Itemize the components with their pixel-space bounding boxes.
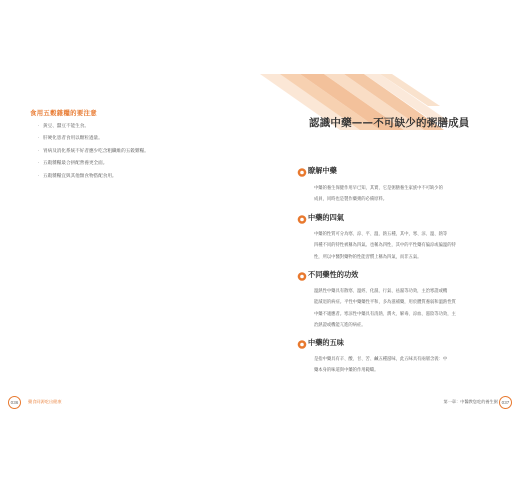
body-line: 四種不同的特性被稱為四氣。也稱為四性，其中的平性藥有偏涼或偏溫的特 xyxy=(314,243,456,249)
bullet-icon: · xyxy=(38,136,40,142)
brush-mark-icon xyxy=(297,271,308,282)
body-line: 性，所以中醫對藥物的性能習慣上稱為四氣，而非五氣。 xyxy=(314,254,422,260)
notes-title: 食用五穀雜糧的要注意 xyxy=(30,109,97,117)
section-body xyxy=(314,229,494,263)
note-text: 肝硬化患者食用以顆粒過量。 xyxy=(43,136,103,142)
body-line: 能減退的病症。平性中藥藥性平和，多為滋補藥，用於體質養弱和溫熱性質 xyxy=(314,300,456,306)
brush-mark-icon xyxy=(297,214,308,225)
running-footer-left: 藥食同源吃出健康 xyxy=(28,399,62,404)
note-text: 黃豆、蠶豆不能生食。 xyxy=(43,124,89,129)
body-line: 中藥的性質可分為寒、涼、平、溫、熱五種，其中，寒、涼、溫、熱等 xyxy=(314,232,448,237)
body-line: 藥本身的味道與中藥的作用範疇。 xyxy=(314,368,379,374)
body-line: 中藥不適應者。寒涼性中藥具有清熱、潤火、解毒、涼血、滋陰等功效，主 xyxy=(314,311,456,317)
page-number-right: 037 xyxy=(499,396,512,409)
brush-mark-icon xyxy=(297,339,308,350)
note-text: 五穀雜糧最合拼配營養更全面。 xyxy=(43,161,108,167)
note-text: 胃病及消化系統不好者應少吃含粗纖維的五穀雜糧。 xyxy=(43,148,149,154)
body-line: 中藥的養生保健作用早已知，其實，它是粥膳養生家族中不可缺少的 xyxy=(314,186,443,191)
section-title: 不同藥性的功效 xyxy=(308,270,359,279)
section-body xyxy=(314,183,494,206)
section-title: 瞭解中藥 xyxy=(308,166,337,175)
right-footer xyxy=(420,396,520,410)
section-body xyxy=(314,286,494,332)
list-item xyxy=(38,146,248,158)
bullet-icon: · xyxy=(38,124,40,129)
section-body xyxy=(314,354,494,377)
list-item xyxy=(38,171,248,183)
bullet-icon: · xyxy=(38,161,40,167)
list-item xyxy=(38,133,248,145)
note-text: 五穀雜糧宜與其他類食物搭配食用。 xyxy=(43,173,117,179)
right-page xyxy=(260,0,520,500)
running-footer-right: 第一章：中醫教您吃的養生粥 xyxy=(443,399,498,404)
decorative-stripes xyxy=(260,0,520,130)
brush-mark-icon xyxy=(297,167,308,178)
chapter-title: 認識中藥——不可缺少的粥膳成員 xyxy=(309,117,470,129)
bullet-icon: · xyxy=(38,148,40,154)
body-line: 治熱證或機能亢進的病症。 xyxy=(314,323,366,329)
list-item xyxy=(38,158,248,170)
notes-list xyxy=(38,121,248,183)
page-number-left: 036 xyxy=(8,396,21,409)
body-line: 溫熱性中藥具有散寒、溫經、化濕、行氣、祛濕等功效，主治寒證或機 xyxy=(314,289,448,294)
body-line: 成員，同時也是製作藥粥的必備原料。 xyxy=(314,197,388,203)
section-title: 中藥的四氣 xyxy=(308,213,344,222)
body-line: 是指中藥具有辛、酸、甘、苦、鹹五種滋味，此五味具有兩層含義：中 xyxy=(314,357,448,362)
list-item xyxy=(38,121,248,133)
section-title: 中藥的五味 xyxy=(308,338,344,347)
bullet-icon: · xyxy=(38,173,40,179)
